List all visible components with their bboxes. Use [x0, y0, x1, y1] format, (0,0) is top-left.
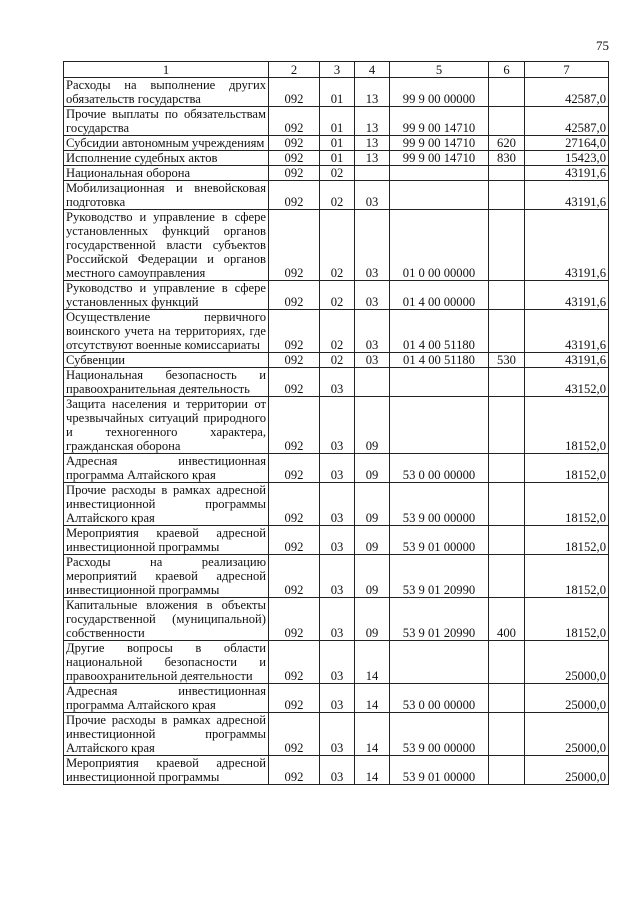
row-amount: 43191,6: [525, 281, 609, 310]
table-row: [64, 210, 609, 281]
row-amount: 25000,0: [525, 641, 609, 684]
header-row: [64, 62, 609, 78]
row-amount: 43191,6: [525, 166, 609, 181]
table-row: [64, 136, 609, 151]
row-amount: 18152,0: [525, 555, 609, 598]
row-amount: 18152,0: [525, 397, 609, 454]
row-subsection: 09: [355, 483, 390, 526]
row-name: Осуществление первичного воинского учета на территориях, где отсутствуют военные комиссариаты: [64, 310, 269, 353]
row-ministry-code: 092: [269, 181, 320, 210]
row-ministry-code: 092: [269, 756, 320, 785]
row-ministry-code: 092: [269, 281, 320, 310]
row-subsection: 03: [355, 181, 390, 210]
row-target-article: 99 9 00 00000: [390, 78, 489, 107]
row-ministry-code: 092: [269, 713, 320, 756]
row-name: Адресная инвестиционная программа Алтайского края: [64, 454, 269, 483]
row-section: 03: [320, 598, 355, 641]
table-row: [64, 368, 609, 397]
row-subsection: 13: [355, 151, 390, 166]
row-ministry-code: 092: [269, 166, 320, 181]
row-name: Другие вопросы в области национальной безопасности и правоохранительной деятельности: [64, 641, 269, 684]
table-row: [64, 526, 609, 555]
row-ministry-code: 092: [269, 483, 320, 526]
row-subsection: 13: [355, 136, 390, 151]
row-expense-type: [489, 166, 525, 181]
row-amount: 18152,0: [525, 526, 609, 555]
row-section: 01: [320, 78, 355, 107]
row-target-article: 99 9 00 14710: [390, 107, 489, 136]
row-expense-type: [489, 281, 525, 310]
row-target-article: 53 9 01 00000: [390, 526, 489, 555]
header-col-6: 6: [489, 62, 525, 78]
row-target-article: [390, 368, 489, 397]
row-subsection: [355, 166, 390, 181]
row-section: 03: [320, 483, 355, 526]
header-col-2: 2: [269, 62, 320, 78]
header-col-4: 4: [355, 62, 390, 78]
row-subsection: [355, 368, 390, 397]
table-row: [64, 641, 609, 684]
row-section: 03: [320, 526, 355, 555]
row-amount: 25000,0: [525, 756, 609, 785]
row-amount: 43191,6: [525, 310, 609, 353]
row-name: Расходы на выполнение других обязательств государства: [64, 78, 269, 107]
row-name: Субсидии автономным учреждениям: [64, 136, 269, 151]
row-amount: 15423,0: [525, 151, 609, 166]
row-target-article: 01 4 00 51180: [390, 310, 489, 353]
row-ministry-code: 092: [269, 151, 320, 166]
row-target-article: 53 9 01 00000: [390, 756, 489, 785]
row-target-article: 53 9 00 00000: [390, 713, 489, 756]
row-amount: 18152,0: [525, 598, 609, 641]
row-expense-type: [489, 107, 525, 136]
row-expense-type: [489, 526, 525, 555]
row-expense-type: 400: [489, 598, 525, 641]
header-col-7: 7: [525, 62, 609, 78]
row-subsection: 14: [355, 756, 390, 785]
table-row: [64, 78, 609, 107]
row-ministry-code: 092: [269, 684, 320, 713]
row-target-article: 99 9 00 14710: [390, 136, 489, 151]
row-ministry-code: 092: [269, 397, 320, 454]
row-section: 03: [320, 641, 355, 684]
table-row: [64, 483, 609, 526]
row-amount: 43191,6: [525, 353, 609, 368]
table-row: [64, 353, 609, 368]
table-row: [64, 151, 609, 166]
header-col-1: 1: [64, 62, 269, 78]
row-subsection: 13: [355, 107, 390, 136]
row-name: Прочие расходы в рамках адресной инвестиционной программы Алтайского края: [64, 713, 269, 756]
row-ministry-code: 092: [269, 641, 320, 684]
row-subsection: 03: [355, 310, 390, 353]
table-row: [64, 684, 609, 713]
row-section: 02: [320, 353, 355, 368]
header-col-5: 5: [390, 62, 489, 78]
row-amount: 43152,0: [525, 368, 609, 397]
row-amount: 18152,0: [525, 454, 609, 483]
row-expense-type: 830: [489, 151, 525, 166]
row-amount: 18152,0: [525, 483, 609, 526]
row-amount: 42587,0: [525, 107, 609, 136]
table-row: [64, 107, 609, 136]
row-ministry-code: 092: [269, 353, 320, 368]
row-target-article: 01 0 00 00000: [390, 210, 489, 281]
table-row: [64, 397, 609, 454]
row-name: Субвенции: [64, 353, 269, 368]
row-subsection: 09: [355, 526, 390, 555]
row-amount: 43191,6: [525, 210, 609, 281]
table-body: [64, 78, 609, 785]
row-name: Защита населения и территории от чрезвычайных ситуаций природного и техногенного характера, гражданская оборона: [64, 397, 269, 454]
row-target-article: 53 9 01 20990: [390, 598, 489, 641]
row-section: 03: [320, 368, 355, 397]
row-subsection: 03: [355, 353, 390, 368]
table-row: [64, 454, 609, 483]
row-section: 02: [320, 166, 355, 181]
header-col-3: 3: [320, 62, 355, 78]
table-row: [64, 756, 609, 785]
row-name: Мероприятия краевой адресной инвестиционной программы: [64, 756, 269, 785]
row-amount: 25000,0: [525, 713, 609, 756]
row-section: 02: [320, 210, 355, 281]
row-target-article: 53 9 01 20990: [390, 555, 489, 598]
row-expense-type: 530: [489, 353, 525, 368]
row-target-article: 99 9 00 14710: [390, 151, 489, 166]
row-name: Руководство и управление в сфере установленных функций: [64, 281, 269, 310]
table-row: [64, 181, 609, 210]
row-ministry-code: 092: [269, 107, 320, 136]
row-section: 01: [320, 107, 355, 136]
row-name: Адресная инвестиционная программа Алтайского края: [64, 684, 269, 713]
row-section: 03: [320, 756, 355, 785]
row-name: Расходы на реализацию мероприятий краевой адресной инвестиционной программы: [64, 555, 269, 598]
row-name: Прочие выплаты по обязательствам государства: [64, 107, 269, 136]
row-ministry-code: 092: [269, 78, 320, 107]
row-target-article: 53 9 00 00000: [390, 483, 489, 526]
row-subsection: 09: [355, 598, 390, 641]
row-expense-type: [489, 78, 525, 107]
row-target-article: 01 4 00 51180: [390, 353, 489, 368]
table-row: [64, 598, 609, 641]
row-target-article: [390, 181, 489, 210]
table-row: [64, 713, 609, 756]
row-subsection: 14: [355, 684, 390, 713]
row-subsection: 09: [355, 555, 390, 598]
row-section: 02: [320, 310, 355, 353]
table-row: [64, 281, 609, 310]
row-name: Капитальные вложения в объекты государственной (муниципальной) собственности: [64, 598, 269, 641]
row-expense-type: [489, 483, 525, 526]
row-name: Руководство и управление в сфере установленных функций органов государственной власти субъектов Российской Федерации и органов местного самоуправления: [64, 210, 269, 281]
row-expense-type: [489, 181, 525, 210]
row-expense-type: [489, 684, 525, 713]
row-ministry-code: 092: [269, 555, 320, 598]
row-subsection: 09: [355, 397, 390, 454]
row-expense-type: [489, 397, 525, 454]
row-name: Исполнение судебных актов: [64, 151, 269, 166]
row-subsection: 03: [355, 210, 390, 281]
row-target-article: 53 0 00 00000: [390, 684, 489, 713]
row-expense-type: [489, 454, 525, 483]
row-target-article: 01 4 00 00000: [390, 281, 489, 310]
row-section: 03: [320, 684, 355, 713]
row-ministry-code: 092: [269, 454, 320, 483]
row-ministry-code: 092: [269, 598, 320, 641]
row-ministry-code: 092: [269, 368, 320, 397]
table-row: [64, 555, 609, 598]
row-section: 03: [320, 454, 355, 483]
row-expense-type: [489, 641, 525, 684]
row-amount: 43191,6: [525, 181, 609, 210]
row-amount: 27164,0: [525, 136, 609, 151]
row-ministry-code: 092: [269, 210, 320, 281]
row-section: 03: [320, 397, 355, 454]
row-subsection: 09: [355, 454, 390, 483]
row-subsection: 03: [355, 281, 390, 310]
row-subsection: 13: [355, 78, 390, 107]
row-expense-type: [489, 555, 525, 598]
row-target-article: 53 0 00 00000: [390, 454, 489, 483]
table-row: [64, 166, 609, 181]
row-name: Мобилизационная и вневойсковая подготовка: [64, 181, 269, 210]
row-expense-type: [489, 368, 525, 397]
row-name: Национальная оборона: [64, 166, 269, 181]
page-number: 75: [596, 38, 609, 53]
row-expense-type: [489, 310, 525, 353]
row-ministry-code: 092: [269, 136, 320, 151]
budget-table: [63, 61, 609, 785]
table-row: [64, 310, 609, 353]
row-ministry-code: 092: [269, 526, 320, 555]
row-section: 01: [320, 136, 355, 151]
row-section: 02: [320, 181, 355, 210]
row-subsection: 14: [355, 641, 390, 684]
row-target-article: [390, 641, 489, 684]
row-expense-type: 620: [489, 136, 525, 151]
row-expense-type: [489, 210, 525, 281]
row-name: Прочие расходы в рамках адресной инвестиционной программы Алтайского края: [64, 483, 269, 526]
row-section: 01: [320, 151, 355, 166]
row-subsection: 14: [355, 713, 390, 756]
row-section: 03: [320, 555, 355, 598]
row-ministry-code: 092: [269, 310, 320, 353]
row-section: 02: [320, 281, 355, 310]
row-target-article: [390, 166, 489, 181]
row-name: Мероприятия краевой адресной инвестиционной программы: [64, 526, 269, 555]
row-target-article: [390, 397, 489, 454]
row-name: Национальная безопасность и правоохранительная деятельность: [64, 368, 269, 397]
row-section: 03: [320, 713, 355, 756]
row-expense-type: [489, 713, 525, 756]
row-expense-type: [489, 756, 525, 785]
row-amount: 42587,0: [525, 78, 609, 107]
row-amount: 25000,0: [525, 684, 609, 713]
